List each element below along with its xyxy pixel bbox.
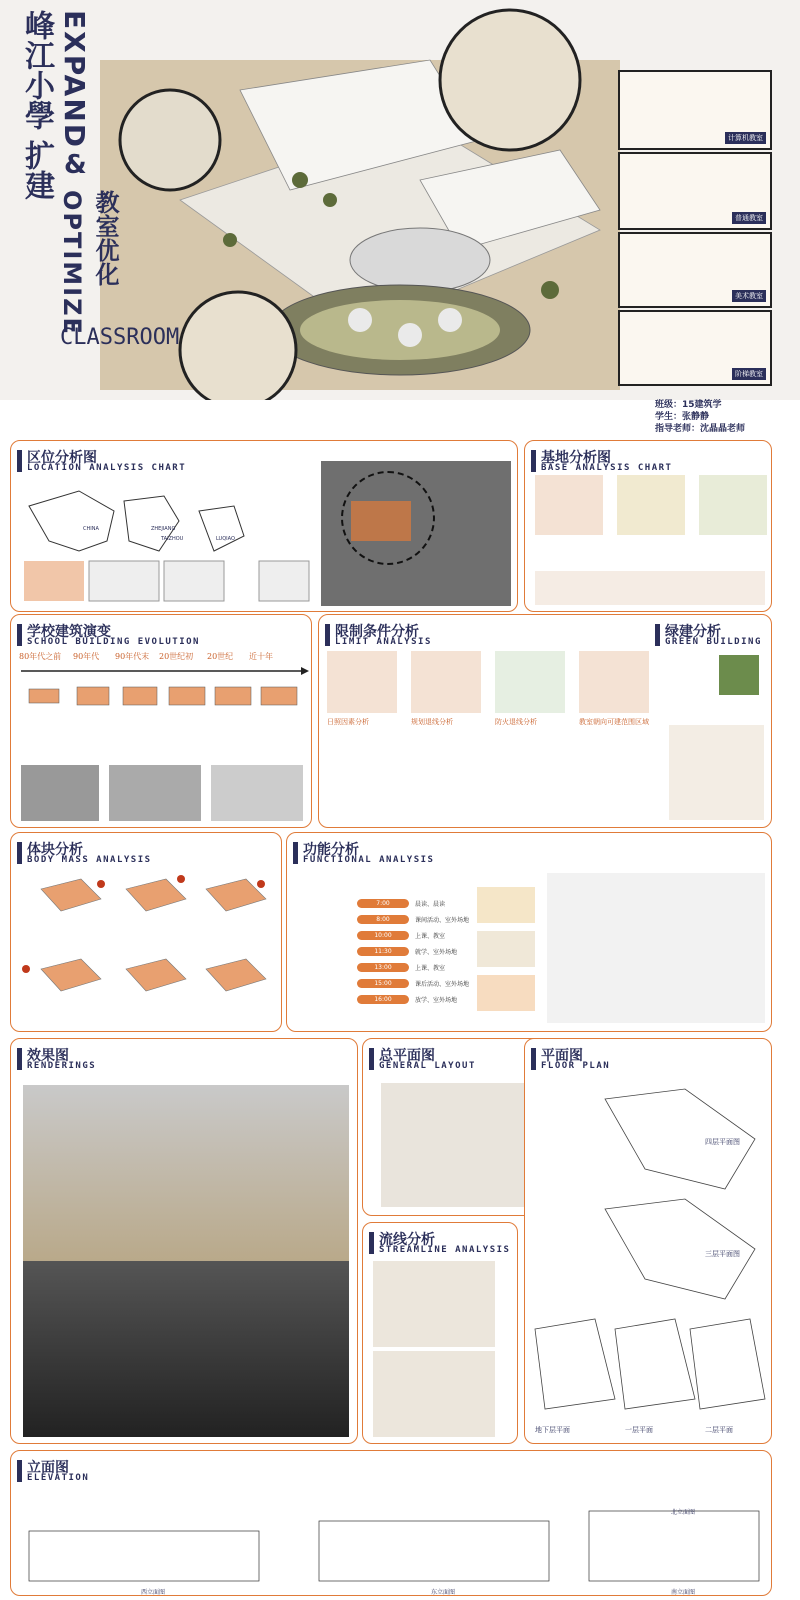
elevation-title: 立面图 (27, 1460, 69, 1476)
elevation-subtitle: ELEVATION (27, 1473, 90, 1483)
location-maps (19, 481, 319, 606)
schedule-time: 13:00 (357, 963, 409, 972)
base-title: 基地分析图 (541, 450, 611, 466)
timeline-label: 90年代末 (115, 652, 150, 661)
schedule-time: 8:00 (357, 915, 409, 924)
title-cn-3: 教室优化 (91, 190, 119, 286)
layout-title: 总平面图 (379, 1048, 435, 1064)
timeline-label: 80年代之前 (19, 652, 62, 661)
floor-label: 一层平面 (625, 1426, 653, 1434)
schedule-time: 10:00 (357, 931, 409, 940)
evolution-diagram (19, 663, 309, 723)
mass-subtitle: BODY MASS ANALYSIS (27, 855, 152, 865)
schedule-activity: 就学、室外场地 (415, 949, 458, 956)
location-title: 区位分析图 (27, 450, 97, 466)
limit-caption: 防火退线分析 (495, 718, 537, 726)
mass-panel (10, 832, 282, 1032)
floorplan-panel (524, 1038, 772, 1444)
layout-subtitle: GENERAL LAYOUT (379, 1061, 476, 1071)
function-panel (286, 832, 772, 1032)
floor-label: 二层平面 (705, 1426, 733, 1434)
elevation-label: 西立面图 (141, 1589, 166, 1596)
elevation-label: 北立面图 (671, 1509, 696, 1516)
elevation-panel (10, 1450, 772, 1596)
classroom-card-4: 阶梯教室 (618, 310, 772, 386)
renderings-subtitle: RENDERINGS (27, 1061, 97, 1071)
credits: 班级：15建筑学 学生：张静静 指导老师：沈晶晶老师 (655, 400, 746, 434)
floor-plan-drawings (525, 1079, 772, 1439)
floor-label: 地下层平面 (535, 1426, 570, 1434)
elevation-label: 南立面图 (671, 1589, 696, 1596)
base-panel (524, 440, 772, 612)
schedule-activity: 晨读、晨读 (415, 901, 446, 908)
timeline-label: 90年代 (73, 652, 100, 661)
classroom-card-2: 普通教室 (618, 152, 772, 230)
schedule-activity: 课后活动、室外场地 (415, 981, 470, 988)
schedule-activity: 课间活动、室外场地 (415, 917, 470, 924)
floorplan-subtitle: FLOOR PLAN (541, 1061, 611, 1071)
limit-panel (318, 614, 772, 828)
streamline-subtitle: STREAMLINE ANALYSIS (379, 1245, 511, 1255)
floorplan-title: 平面图 (541, 1048, 583, 1064)
elevation-drawings (19, 1501, 769, 1591)
classroom-card-1: 计算机教室 (618, 70, 772, 150)
renderings-title: 效果图 (27, 1048, 69, 1064)
floor-label: 三层平面图 (705, 1250, 740, 1258)
streamline-title: 流线分析 (379, 1232, 435, 1248)
evolution-panel (10, 614, 312, 828)
title-cn-2: 扩建 (19, 140, 54, 200)
timeline-label: 近十年 (249, 652, 273, 661)
title-amp: & (64, 150, 87, 180)
schedule-activity: 放学、室外场地 (415, 997, 458, 1004)
schedule-time: 16:00 (357, 995, 409, 1004)
location-aerial (321, 461, 511, 606)
renderings-panel (10, 1038, 358, 1444)
location-panel: 区位分析图 LOCATION ANALYSIS CHART CHINA ZHEJIANG TAIZHOU LUQIAO (10, 440, 518, 612)
streamline-panel (362, 1222, 518, 1444)
limit-caption: 日照因素分析 (327, 718, 369, 726)
schedule-time: 15:00 (357, 979, 409, 988)
classroom-card-3: 美术教室 (618, 232, 772, 308)
rendering-night (23, 1261, 349, 1437)
title-cn-1: 峰江小學 (19, 10, 54, 130)
hero-banner (0, 0, 800, 400)
evolution-title: 学校建筑演变 (27, 624, 111, 640)
rendering-day (23, 1085, 349, 1261)
function-subtitle: FUNCTIONAL ANALYSIS (303, 855, 435, 865)
limit-caption: 教室朝向可建范围区域 (579, 718, 649, 726)
function-title: 功能分析 (303, 842, 359, 858)
title-en-2: CLASSROOM (60, 325, 180, 350)
green-title: 绿建分析 (665, 624, 721, 640)
schedule-activity: 上课、教室 (415, 933, 446, 940)
base-subtitle: BASE ANALYSIS CHART (541, 463, 673, 473)
floor-label: 四层平面图 (705, 1138, 740, 1146)
title-en-3: OPTIMIZE (58, 190, 86, 336)
limit-caption: 规划退线分析 (411, 718, 453, 726)
limit-subtitle: LIMIT ANALYSIS (335, 637, 432, 647)
schedule-time: 7:00 (357, 899, 409, 908)
schedule-time: 11:30 (357, 947, 409, 956)
limit-title: 限制条件分析 (335, 624, 419, 640)
evolution-subtitle: SCHOOL BUILDING EVOLUTION (27, 637, 200, 647)
location-subtitle: LOCATION ANALYSIS CHART (27, 463, 187, 473)
green-subtitle: GREEN BUILDING (665, 637, 762, 647)
elevation-label: 东立面图 (431, 1589, 456, 1596)
title-en-1: EXPAND (58, 10, 91, 150)
timeline-label: 20世纪 (207, 652, 234, 661)
schedule-activity: 上课、教室 (415, 965, 446, 972)
mass-diagrams (21, 869, 276, 1029)
mass-title: 体块分析 (27, 842, 83, 858)
timeline-label: 20世纪初 (159, 652, 194, 661)
